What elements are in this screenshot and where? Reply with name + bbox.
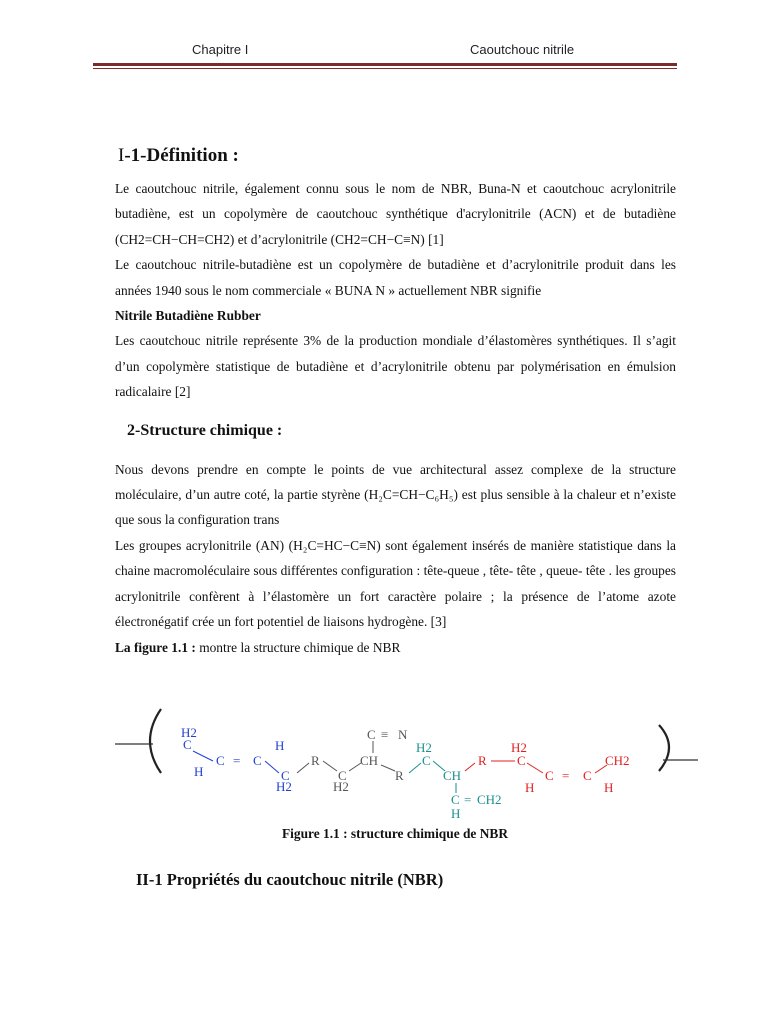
structure-paragraph-2-pre: Les groupes acrylonitrile (AN) (H [115, 537, 303, 553]
section-definition-heading [118, 142, 676, 170]
label-c-left: C [338, 768, 347, 783]
label-eq: = [233, 753, 241, 768]
label-cn: C [367, 727, 376, 742]
label-h2-bot: H2 [276, 779, 292, 794]
styrene-formula-2: H [439, 487, 449, 503]
label-teal-ch: CH [443, 768, 462, 783]
gray-unit [311, 727, 408, 794]
label-r1: R [311, 753, 320, 768]
label-triple: ≡ [381, 727, 389, 742]
butadiene-unit-red [478, 740, 630, 795]
label-red-c: C [517, 753, 526, 768]
bracket-right [659, 725, 669, 771]
bracket-left [150, 709, 161, 773]
label-c-top: C [183, 737, 192, 752]
sub-5: ₅ [448, 487, 454, 503]
figure-caption: Figure 1.1 : structure chimique de NBR [281, 826, 508, 841]
definition-paragraph-2 [115, 252, 676, 328]
styrene-formula-1: C=CH−C [382, 487, 435, 503]
structure-paragraph-2-post: C=HC−C≡N) sont également insérés de manière statistique dans la chaine macromoléculaire sous différentes configuration : tête-queue , tête- tête , queue- tête . les groupes acrylonitrile confèrent à l’élastomère un fort caractère polaire ; la présence de l’atome azote électronégatif crée un fort potentiel de liaisons hydrogène. [3] [115, 537, 676, 630]
section-properties-heading: II-1 Propriétés du caoutchouc nitrile (NBR) [136, 870, 444, 889]
label-teal-ch2: CH2 [477, 792, 502, 807]
header-title: Caoutchouc nitrile [470, 42, 575, 57]
label-ch: CH [360, 753, 379, 768]
label-h2-low: H2 [333, 779, 349, 794]
sub-2b: ₂ [302, 537, 308, 553]
label-r2: R [395, 768, 404, 783]
label-teal-c-low: C [451, 792, 460, 807]
label-c-mid: C [216, 753, 225, 768]
header-rule-thick [93, 63, 677, 66]
figure-reference [115, 635, 676, 660]
figure-reference-text: montre la structure chimique de NBR [195, 639, 401, 655]
label-teal-c: C [422, 753, 431, 768]
section-roman-numeral: I [118, 145, 125, 166]
label-c-mid2: C [253, 753, 262, 768]
label-red-c-mid: C [545, 768, 554, 783]
structure-paragraph-1 [115, 457, 676, 533]
acrylonitrile-unit-teal [416, 740, 502, 821]
header-chapter: Chapitre I [192, 42, 249, 57]
sub-6: ₆ [434, 487, 440, 503]
label-red-h-left: H [525, 780, 535, 795]
label-red-h2: H2 [511, 740, 527, 755]
label-h-top2: H [275, 738, 285, 753]
definition-paragraph-1: Le caoutchouc nitrile, également connu sous le nom de NBR, Buna-N et caoutchouc acrylonitrile butadiène, est un copolymère de caoutchouc synthétique d'acrylonitrile (ACN) et de butadiène (CH2=CH−CH=CH2) et d’acrylonitrile (CH2=CH−C≡N) [1] [115, 181, 676, 247]
definition-paragraph-3: Les caoutchouc nitrile représente 3% de la production mondiale d’élastomères synthétiques. Il s’agit d’un copolymère statistique de butadiène et d’acrylonitrile obtenu par polymérisation en émulsion radicalaire [2] [115, 333, 676, 400]
structure-paragraph-1-post: ) est plus sensible à la chaleur et n’existe que sous la configuration trans [115, 487, 676, 528]
structure-paragraph-1-pre: Nous devons prendre en compte le points de vue architectural assez complexe de la structure moléculaire, d’un autre coté, la partie styrène (H [115, 461, 676, 503]
butadiene-unit-blue [181, 725, 292, 794]
label-teal-h: H [451, 806, 461, 821]
label-c-bot: C [281, 768, 290, 783]
label-red-c-mid2: C [583, 768, 592, 783]
structure-paragraph-2 [115, 533, 676, 635]
nbr-structure-figure [113, 705, 701, 823]
header-rule-thin [93, 68, 677, 69]
label-h2-top: H2 [181, 725, 197, 740]
label-h-left: H [194, 764, 204, 779]
nbr-meaning: Nitrile Butadiène Rubber [115, 308, 261, 324]
sub-2: ₂ [378, 487, 383, 503]
label-teal-h2: H2 [416, 740, 432, 755]
section-definition-title: -1-Définition : [124, 145, 239, 166]
page-body [115, 142, 676, 660]
section-structure-heading: 2-Structure chimique : [127, 421, 283, 439]
label-teal-eq: = [464, 792, 472, 807]
label-red-ch2: CH2 [605, 753, 630, 768]
figure-reference-label: La figure 1.1 : [115, 639, 196, 655]
label-red-h-right: H [604, 780, 614, 795]
label-n: N [398, 727, 408, 742]
label-red-eq: = [562, 768, 570, 783]
definition-paragraph-2-text: Le caoutchouc nitrile-butadiène est un copolymère de butadiène et d’acrylonitrile produit dans les années 1940 sous le nom commerciale « BUNA N » actuellement NBR signifie [115, 257, 676, 298]
label-red-r3: R [478, 753, 487, 768]
